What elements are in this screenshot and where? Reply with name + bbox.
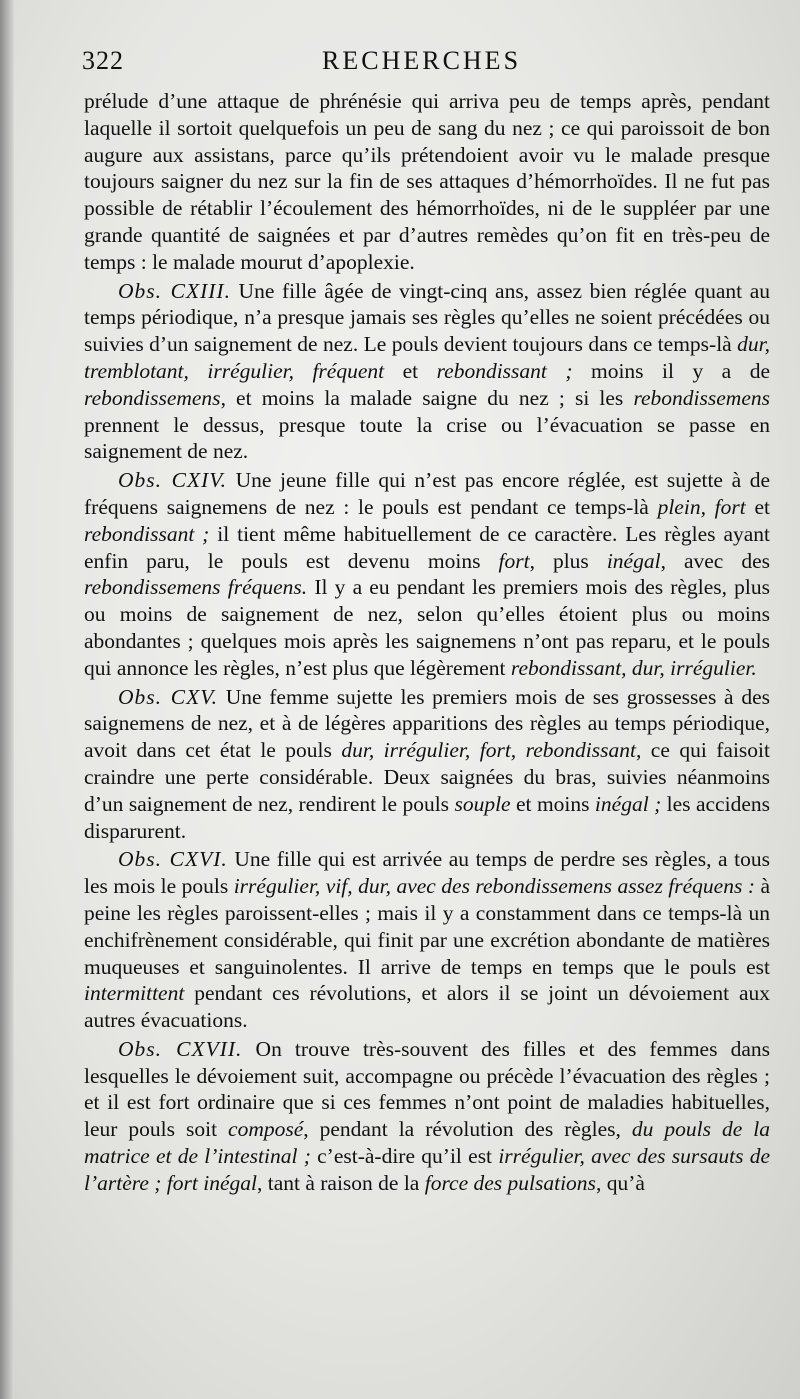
italic-term: dur, tremblotant, irrégulier, fréquent (84, 332, 770, 383)
text-run: Une jeune fille qui n’est pas encore réglée, est sujette à de fréquens saignemens de nez : le pouls est pendant ce temps-là (84, 468, 770, 519)
italic-term: du pouls de la matrice et de l’intestinal ; (84, 1117, 770, 1169)
italic-term: rebondissemens (633, 385, 770, 410)
text-run: Une fille âgée de vingt-cinq ans, assez bien réglée quant au temps périodique, n’a presque jamais ses règles qu’elles ne soient précédées ou suivies d’un saignement de nez. Le pouls devient toujours dans ce temps-là (84, 278, 770, 357)
text-run: On trouve très-souvent des filles et des femmes dans lesquelles le dévoiement suit, accompagne ou précède l’évacuation des règles ; et il est fort ordinaire que si ces femmes n’ont point de maladies habituelles, leur pouls soit (84, 1036, 770, 1142)
page-header (82, 42, 762, 82)
italic-term: rebondissant, dur, irrégulier. (510, 655, 757, 680)
intro-paragraph: prélude d’une attaque de phrénésie qui arriva peu de temps après, pendant laquelle il sortoit quelquefois un peu de sang du nez ; ce qui paroissoit de bon augure aux assistans, parce qu’ils prétendoient avoir vu le malade presque toujours saigner du nez sur la fin de ses attaques d’hémorrhoïdes. Il ne fut pas possible de rétablir l’écoulement des hémorrhoïdes, ni de le suppléer par une grande quantité de saignées et par d’autres remèdes qu’on fit en très-peu de temps : le malade mourut d’apoplexie. (84, 89, 770, 274)
running-head: RECHERCHES (322, 46, 522, 75)
italic-term: rebondissant ; (84, 521, 210, 546)
text-run: , qu’à (595, 1170, 645, 1195)
italic-term: irrégulier, vif, dur, avec des rebondissemens assez fréquens : (233, 874, 755, 899)
text-run: Une femme sujette les premiers mois de ses grossesses à des saignemens de nez, et à de légères apparitions des règles au temps périodique, avoit dans cet état le pouls (84, 684, 770, 763)
text-run: , tant à raison de la (256, 1170, 425, 1195)
italic-term: intermittent (84, 981, 185, 1006)
text-run: , ce qui faisoit craindre une perte considérable. Deux saignées du bras, suivies néanmoins d’un saignement de nez, rendirent le pouls (84, 738, 770, 816)
text-run: pendant ces révolutions, et alors il se joint un dévoiement aux autres évacuations. (84, 981, 770, 1033)
text-run: il tient même habituellement de ce caractère. Les règles ayant enfin paru, le pouls est devenu moins (84, 521, 771, 573)
body-text (84, 88, 770, 1197)
page-gutter-shadow (0, 0, 14, 1399)
italic-term: dur, irrégulier, fort, rebondissant (341, 738, 636, 763)
observation-paragraph (84, 278, 770, 466)
observation-paragraph (84, 684, 770, 845)
text-run: , avec des (660, 548, 770, 573)
text-run: et moins (510, 791, 595, 816)
italic-term: rebondissemens (84, 385, 221, 410)
text-run: et (384, 358, 437, 383)
text-run: c’est-à-dire qu’il est (310, 1144, 499, 1169)
text-run: à peine les règles paroissent-elles ; mais il y a constamment dans ce temps-là un enchifrènement considérable, qui finit par une excrétion abondante de matières muqueuses et sanguinolentes. Il arrive de temps en temps que le pouls est (84, 874, 770, 979)
italic-term: inégal (606, 548, 661, 573)
observation-label: Obs. CXV. (118, 684, 218, 709)
italic-term: force des pulsations (424, 1170, 596, 1195)
observation-paragraph (84, 467, 770, 681)
text-run: prennent le dessus, presque toute la crise ou l’évacuation se passe en saignement de nez. (84, 412, 770, 464)
observation-label: Obs. CXIII. (118, 278, 231, 303)
observation-label: Obs. CXIV. (118, 468, 227, 493)
observations (84, 278, 770, 1197)
italic-term: rebondissant ; (436, 358, 573, 383)
italic-term: rebondissemens fréquens. (84, 575, 308, 600)
italic-term: souple (454, 791, 511, 816)
text-run: Une fille qui est arrivée au temps de perdre ses règles, a tous les mois le pouls (84, 847, 770, 899)
text-run: moins il y a de (572, 358, 770, 383)
observation-label: Obs. CXVII. (118, 1036, 243, 1061)
italic-term: fort (498, 548, 530, 573)
text-run: , et moins la malade saigne du nez ; si les (220, 385, 634, 410)
italic-term: irrégulier, avec des sursauts de l’artère ; fort inégal (84, 1144, 770, 1195)
observation-label: Obs. CXVI. (118, 847, 228, 872)
text-run: Il y a eu pendant les premiers mois des règles, plus ou moins de saignement de nez, selon qu’elles étoient plus ou moins abondantes ; quelques mois après les saignemens n’ont pas reparu, et le pouls qui annonce les règles, n’est plus que légèrement (84, 575, 771, 680)
italic-term: plein, fort (657, 494, 746, 519)
observation-paragraph (84, 846, 770, 1034)
italic-term: inégal ; (594, 791, 662, 816)
text-run: et (745, 494, 770, 519)
text-run: , plus (529, 548, 607, 573)
page-number: 322 (82, 46, 124, 75)
italic-term: composé (228, 1117, 304, 1142)
text-run: les accidens disparurent. (84, 791, 770, 843)
observation-paragraph (84, 1036, 770, 1197)
text-run: , pendant la révolution des règles, (303, 1117, 632, 1142)
